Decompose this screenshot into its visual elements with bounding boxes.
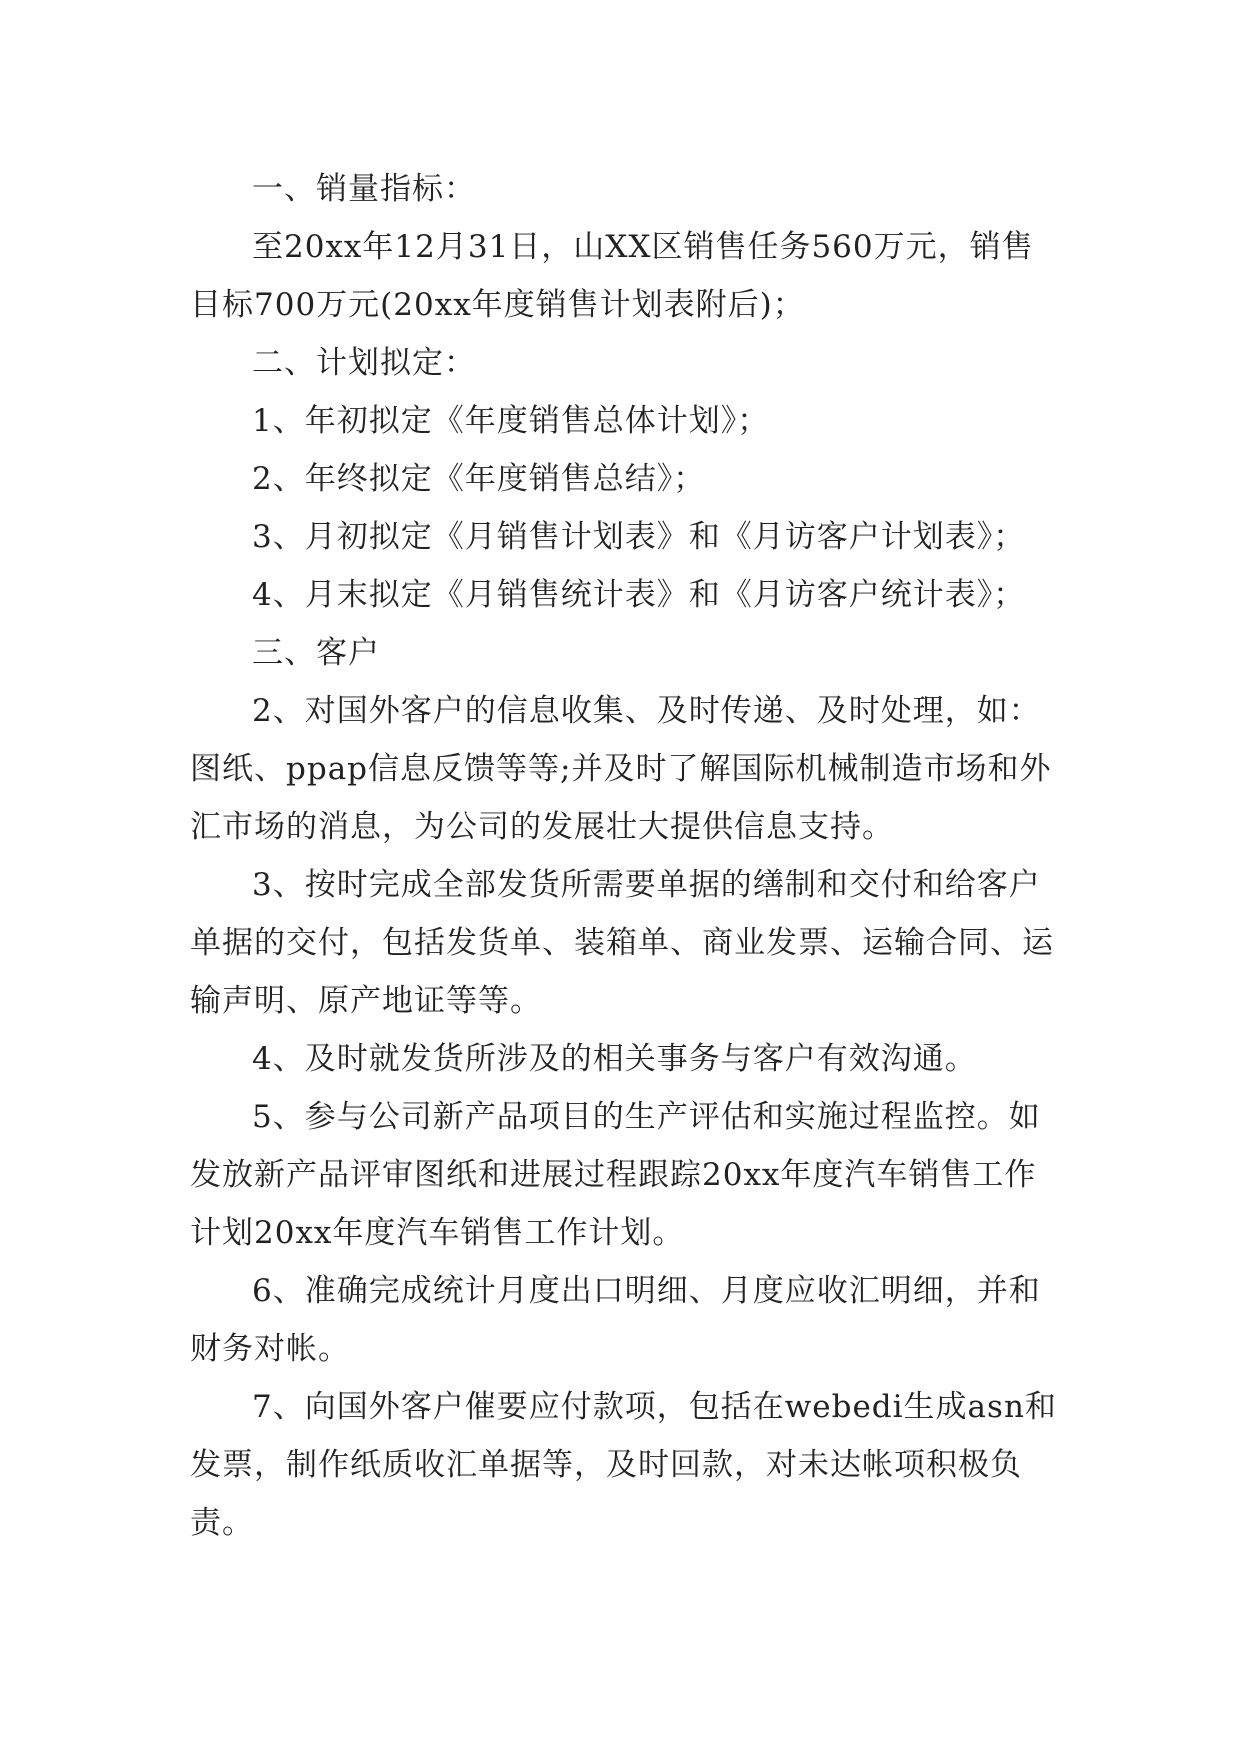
paragraph-sales-target-detail: 至20xx年12月31日，山XX区销售任务560万元，销售目标700万元(20xx年度销售计划表附后)； <box>190 229 1034 323</box>
heading-sales-targets: 一、销量指标： <box>252 171 476 207</box>
list-item-customer-6: 6、准确完成统计月度出口明细、月度应收汇明细，并和财务对帐。 <box>190 1273 1041 1367</box>
list-item-customer-3: 3、按时完成全部发货所需要单据的缮制和交付和给客户单据的交付，包括发货单、装箱单、商业发票、运输合同、运输声明、原产地证等等。 <box>190 867 1054 1019</box>
list-item-plan-4: 4、月末拟定《月销售统计表》和《月访客户统计表》； <box>252 577 1026 613</box>
heading-plan-drafting: 二、计划拟定： <box>252 345 476 381</box>
list-item-plan-1: 1、年初拟定《年度销售总体计划》； <box>252 403 770 439</box>
document-body <box>190 160 1060 1552</box>
list-item-plan-2: 2、年终拟定《年度销售总结》； <box>252 461 706 497</box>
heading-customers: 三、客户 <box>252 635 380 671</box>
list-item-customer-5: 5、参与公司新产品项目的生产评估和实施过程监控。如发放新产品评审图纸和进展过程跟踪20xx年度汽车销售工作计划20xx年度汽车销售工作计划。 <box>190 1099 1041 1251</box>
list-item-plan-3: 3、月初拟定《月销售计划表》和《月访客户计划表》； <box>252 519 1026 555</box>
list-item-customer-7: 7、向国外客户催要应付款项，包括在webedi生成asn和发票，制作纸质收汇单据等，及时回款，对未达帐项积极负责。 <box>190 1389 1057 1541</box>
list-item-customer-4: 4、及时就发货所涉及的相关事务与客户有效沟通。 <box>252 1041 977 1077</box>
list-item-customer-2: 2、对国外客户的信息收集、及时传递、及时处理，如：图纸、ppap信息反馈等等;并及时了解国际机械制造市场和外汇市场的消息，为公司的发展壮大提供信息支持。 <box>190 693 1052 845</box>
